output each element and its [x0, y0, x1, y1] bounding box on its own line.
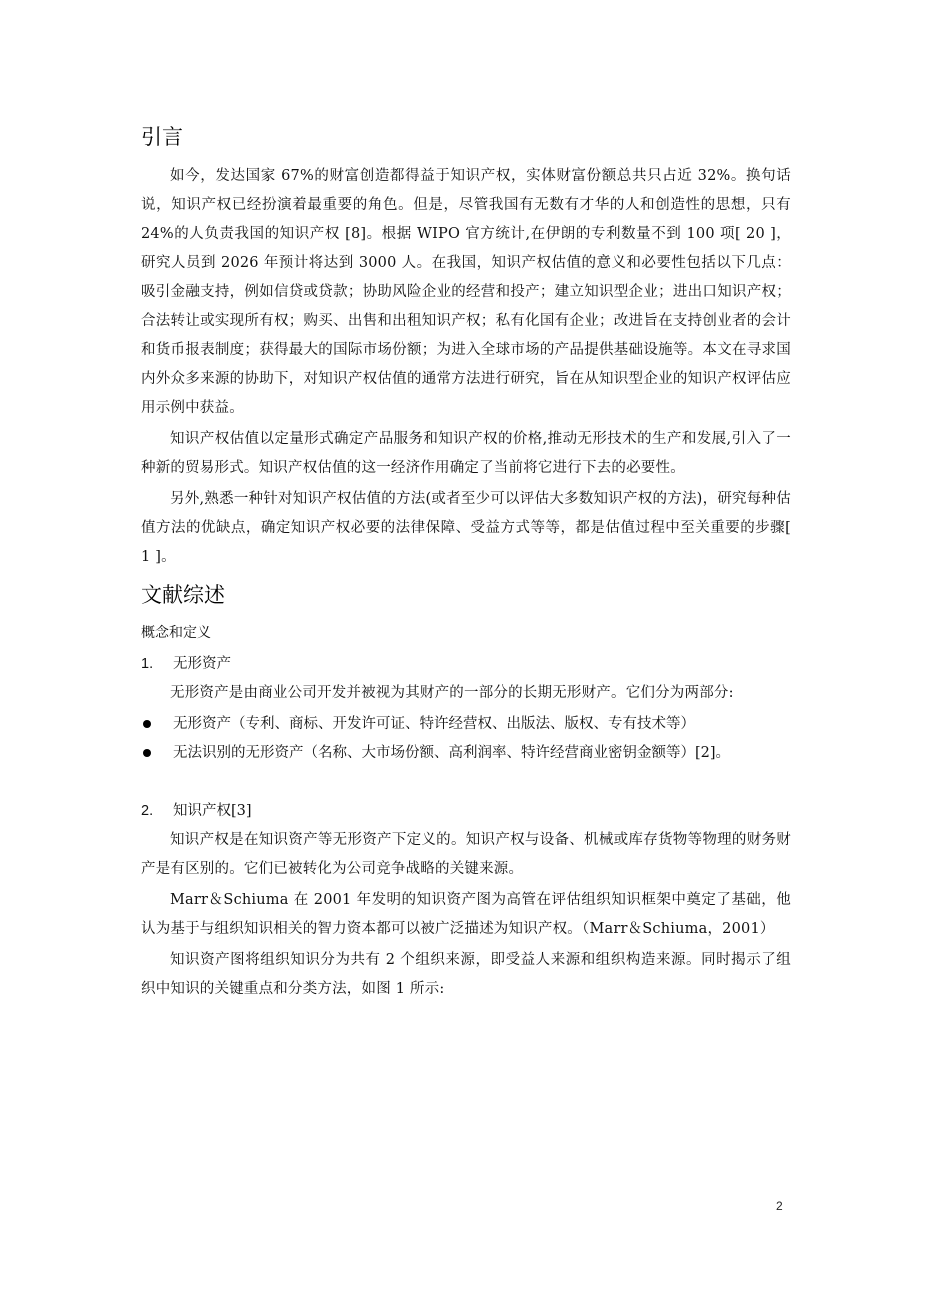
intro-paragraph-2: 知识产权估值以定量形式确定产品服务和知识产权的价格,推动无形技术的生产和发展,引入了一种新的贸易形式。知识产权估值的这一经济作用确定了当前将它进行下去的必要性。: [141, 431, 791, 476]
list-item: [141, 710, 791, 739]
intro-heading: 引言: [141, 125, 183, 149]
item-1-title: 无形资产: [173, 656, 231, 672]
item-2-paragraph-2: Marr＆Schiuma 在 2001 年发明的知识资产图为高管在评估组织知识框架中奠定了基础，他认为基于与组织知识相关的智力资本都可以被广泛描述为知识产权。（Marr＆Schiuma，2001）: [141, 892, 791, 937]
page-content: [141, 122, 791, 1006]
item-2-paragraph-1: 知识产权是在知识资产等无形资产下定义的。知识产权与设备、机械或库存货物等物理的财务财产是有区别的。它们已被转化为公司竞争战略的关键来源。: [141, 832, 791, 877]
page-number: 2: [776, 1199, 783, 1213]
item-1-paragraph: 无形资产是由商业公司开发并被视为其财产的一部分的长期无形财产。它们分为两部分:: [170, 685, 734, 701]
intangible-assets-list: [141, 710, 791, 768]
item-2-title: 知识产权[3]: [173, 803, 252, 819]
numbered-item-1: [141, 650, 791, 679]
list-item: [141, 739, 791, 768]
intro-paragraph-1: 如今，发达国家 67%的财富创造都得益于知识产权，实体财富份额总共只占近 32%。换句话说，知识产权已经扮演着最重要的角色。但是，尽管我国有无数有才华的人和创造性的思想，只有 24%的人负责我国的知识产权 [8]。根据 WIPO 官方统计,在伊朗的专利数量不到 100 项[ 20 ]，研究人员到 2026 年预计将达到 3000 人。在我国，知识产权估值的意义和必要性包括以下几点：吸引金融支持，例如信贷或贷款；协助风险企业的经营和投产；建立知识型企业；进出口知识产权；合法转让或实现所有权；购买、出售和出租知识产权；私有化国有企业；改进旨在支持创业者的会计和货币报表制度；获得最大的国际市场份额；为进入全球市场的产品提供基础设施等。本文在寻求国内外众多来源的协助下，对知识产权估值的通常方法进行研究，旨在从知识型企业的知识产权评估应用示例中获益。: [141, 168, 791, 416]
item-1-number: 1.: [141, 656, 154, 672]
list-item-text: 无形资产（专利、商标、开发许可证、特许经营权、出版法、版权、专有技术等）: [173, 716, 695, 732]
numbered-item-2: [141, 797, 791, 826]
concepts-subheading: 概念和定义: [141, 625, 211, 641]
review-heading: 文献综述: [141, 583, 225, 607]
item-2-number: 2.: [141, 803, 154, 819]
list-item-text: 无法识别的无形资产（名称、大市场份额、高利润率、特许经营商业密钥金额等）[2]。: [173, 745, 731, 761]
item-2-paragraph-3: 知识资产图将组织知识分为共有 2 个组织来源，即受益人来源和组织构造来源。同时揭示了组织中知识的关键重点和分类方法，如图 1 所示:: [141, 952, 791, 997]
intro-paragraph-3: 另外,熟悉一种针对知识产权估值的方法(或者至少可以评估大多数知识产权的方法)，研究每种估值方法的优缺点，确定知识产权必要的法律保障、受益方式等等，都是估值过程中至关重要的步骤[ 1 ]。: [141, 491, 791, 565]
bullet-icon: [141, 739, 173, 768]
bullet-icon: [141, 710, 173, 739]
